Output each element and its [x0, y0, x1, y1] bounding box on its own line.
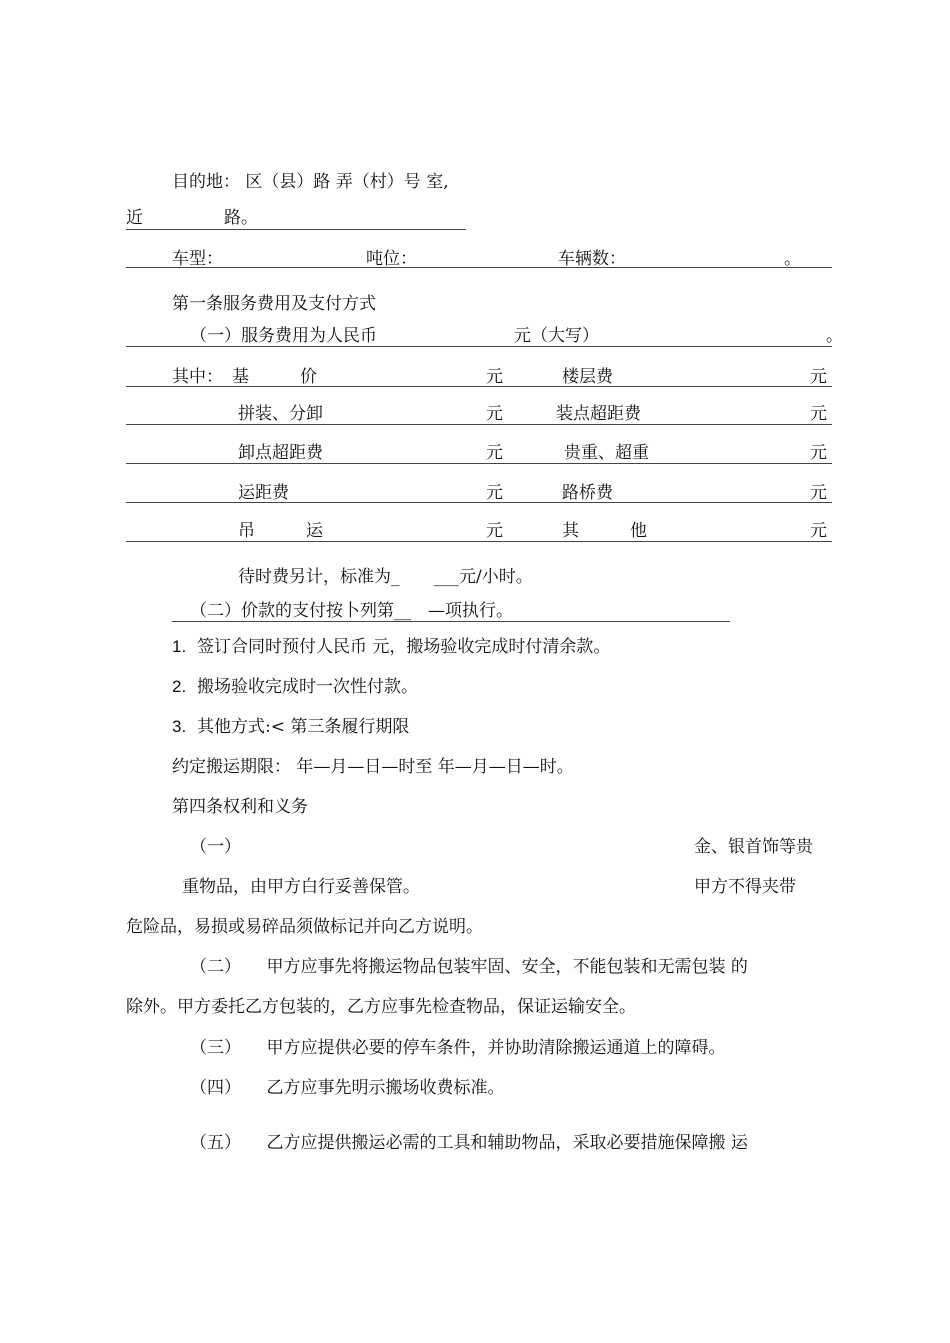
option-number: 2. [172, 677, 187, 696]
fee-row-underline [126, 424, 832, 425]
fee-daxie: 元（大写） [514, 326, 599, 346]
fee-row-left-label: 拼装、分卸 [238, 404, 323, 424]
fee-row-left-unit: 元 [486, 521, 503, 541]
fee-row-underline [126, 541, 832, 542]
fee-row-underline [126, 386, 832, 387]
vehicle-count-label: 车辆数： [558, 249, 626, 269]
fee-underline [126, 346, 832, 347]
fee-row-left-label: 运距费 [238, 483, 289, 503]
clause5: （五） 乙方应提供搬运必需的工具和辅助物品，采取必要措施保障搬 运 [190, 1133, 748, 1153]
payment-method-underline [172, 621, 730, 622]
fee-row-underline [126, 502, 832, 503]
payment-method-intro: （二）价款的支付按卜列第__ —项执行。 [190, 601, 513, 621]
clause4: （四） 乙方应事先明示搬场收费标准。 [190, 1078, 505, 1098]
clause1-label: （一） [190, 837, 241, 857]
near-road-label: 路。 [224, 208, 258, 228]
fee-row-left-label: 基 价 [232, 367, 317, 387]
fee-row-right-unit: 元 [810, 443, 827, 463]
option-text: 其他方式:< 第三条履行期限 [197, 717, 410, 737]
fee-row-left-unit: 元 [486, 404, 503, 424]
fee-row-left-label: 卸点超距费 [238, 443, 323, 463]
payment-option [172, 717, 409, 737]
fee-row-right-label: 装点超距费 [556, 404, 641, 424]
clause1-line3: 危险品，易损或易碎品须做标记并向乙方说明。 [126, 917, 483, 937]
article4-title: 第四条权利和义务 [172, 797, 308, 817]
clause1-line2-left: 重物品，由甲方白行妥善保管。 [182, 877, 420, 897]
fee-row-left-unit: 元 [486, 367, 503, 387]
fee-row-right-label: 路桥费 [562, 483, 613, 503]
destination-line: 目的地： 区（县）路 弄（村）号 室, [172, 172, 449, 192]
option-number: 1. [172, 637, 187, 656]
fee-intro: （一）服务费用为人民币 [190, 326, 377, 346]
vehicle-line-end: 。 [784, 249, 801, 269]
option-text: 搬场验收完成时一次性付款。 [197, 677, 418, 697]
clause1-line2-right: 甲方不得夹带 [694, 877, 796, 897]
clause2-line2: 除外。甲方委托乙方包装的，乙方应事先检查物品，保证运输安全。 [126, 997, 636, 1017]
fee-row-right-unit: 元 [810, 483, 827, 503]
fee-end: 。 [826, 326, 843, 346]
vehicle-type-label: 车型： [172, 249, 223, 269]
deadline-line: 约定搬运期限： 年—月—日—时至 年—月—日—时。 [172, 757, 574, 777]
payment-option [172, 637, 610, 657]
near-underline [126, 229, 466, 230]
fee-row-right-unit: 元 [810, 521, 827, 541]
tonnage-label: 吨位： [366, 249, 417, 269]
fee-table-prefix: 其中： [172, 367, 223, 387]
option-number: 3. [172, 717, 187, 736]
fee-row-left-label: 吊 运 [238, 521, 323, 541]
fee-row-right-label: 楼层费 [562, 367, 613, 387]
option-text: 签订合同时预付人民币 元，搬场验收完成时付清余款。 [197, 637, 611, 657]
near-label: 近 [126, 208, 143, 228]
clause2-line1: （二） 甲方应事先将搬运物品包装牢固、安全，不能包装和无需包装 的 [190, 957, 748, 977]
fee-row-right-unit: 元 [810, 404, 827, 424]
fee-row-underline [126, 463, 832, 464]
fee-row-right-label: 其 他 [562, 521, 647, 541]
article1-title: 第一条服务费用及支付方式 [172, 294, 376, 314]
fee-row-right-label: 贵重、超重 [564, 443, 649, 463]
fee-row-left-unit: 元 [486, 483, 503, 503]
fee-row-right-unit: 元 [810, 367, 827, 387]
clause3: （三） 甲方应提供必要的停车条件，并协助清除搬运通道上的障碍。 [190, 1038, 726, 1058]
payment-option [172, 677, 418, 697]
fee-row-left-unit: 元 [486, 443, 503, 463]
clause1-right: 金、银首饰等贵 [694, 837, 813, 857]
vehicle-underline [126, 267, 832, 268]
waiting-fee: 待时费另计，标准为_ ___元/小时。 [238, 567, 533, 587]
